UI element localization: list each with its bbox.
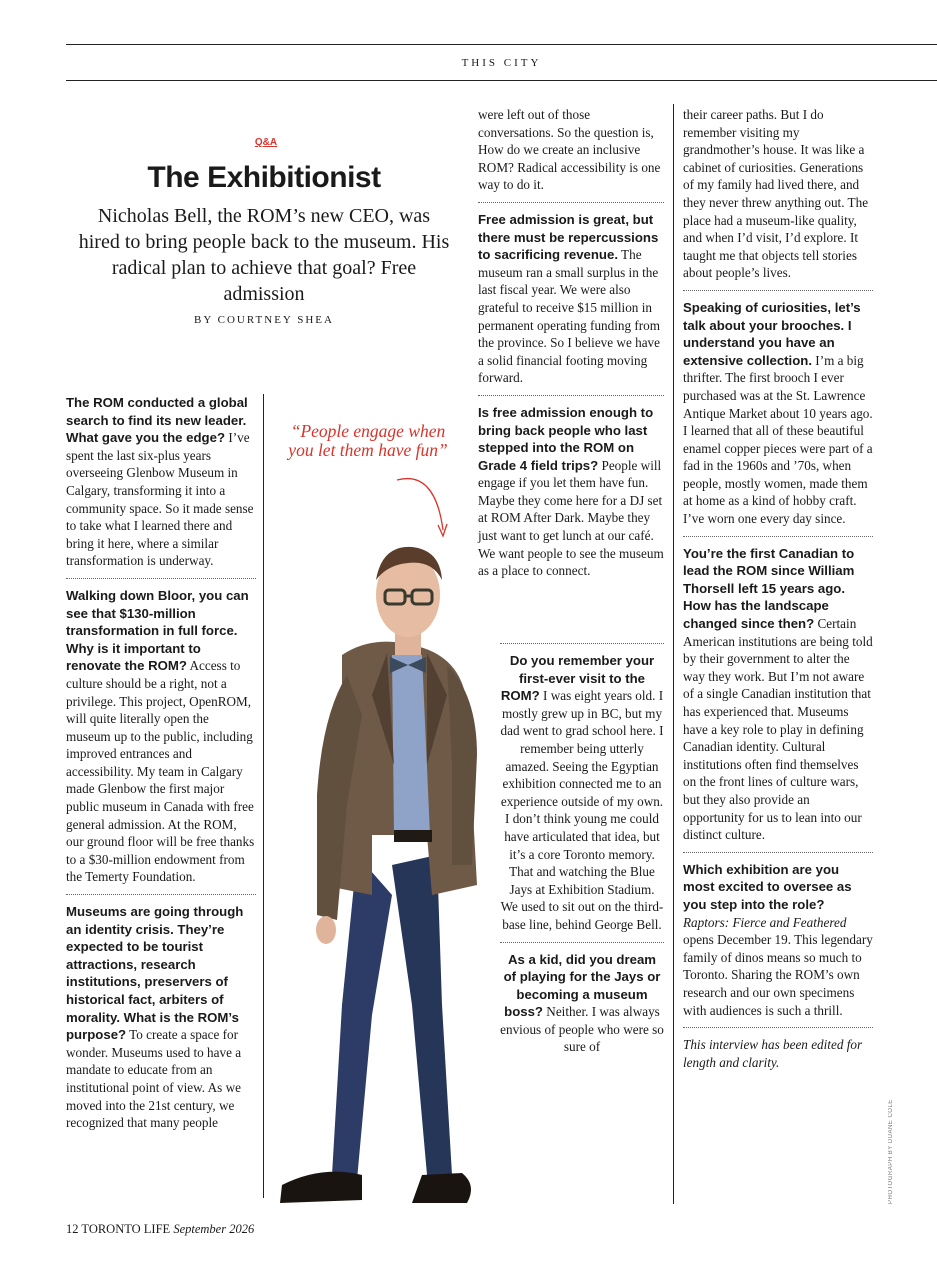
magazine-name: TORONTO LIFE: [81, 1222, 171, 1236]
byline: BY COURTNEY SHEA: [194, 314, 334, 326]
qa-block: [478, 211, 664, 387]
qa-block: [683, 106, 873, 282]
qa-block: [478, 404, 664, 580]
qa-block: [683, 545, 873, 844]
answer: I’m a big thrifter. The first brooch I ever purchased was at the St. Lawrence Antique Market about 10 years ago. I learned that all of these beautiful enamel copper pieces were part of a fad in the 1960s and ’70s, when people, mostly women, made them at home as a kind of hobby craft. I’ve worn one every day since.: [683, 352, 873, 527]
answer: I was eight years old. I mostly grew up in BC, but my dad went to grad school here. I remember being utterly amazed. Seeing the Egyptian exhibition connected me to an experience outside of my own. I don’t think young me could have articulated that idea, but it’s a core Toronto memory. That and watching the Blue Jays at Exhibition Stadium. We used to sit out on the third-base line, behind George Bell.: [500, 688, 664, 932]
section-label: THIS CITY: [461, 57, 542, 69]
question: Free admission is great, but there must be repercussions to sacrificing revenue.: [478, 211, 659, 263]
qa-block: [66, 903, 256, 1132]
answer: Access to culture should be a right, not a privilege. This project, OpenROM, will quite literally open the museum up to the public, including improved entrances and accessibility. My team in Calgary made Glenbow the first major public museum in Canada with free general admission. At the ROM, our ground floor will be free thanks to a $30-million endowment from the Temerty Foundation.: [66, 658, 255, 885]
editor-note: This interview has been edited for length and clarity.: [683, 1037, 863, 1070]
dotted-divider: [683, 536, 873, 537]
folio: [66, 1222, 254, 1237]
question: Do you remember your first-ever visit to the ROM?: [500, 653, 655, 704]
dotted-divider: [66, 894, 256, 895]
qa-block: [66, 587, 256, 886]
column-2-top: [478, 106, 664, 580]
question: Museums are going through an identity crisis. They’re expected to be tourist attractions, research institutions, preservers of historical fact, arbiters of morality. What is the ROM’s purpose?: [66, 904, 244, 1043]
answer: opens December 19. This legendary family of dinos means so much to Toronto. Sharing the ROM’s own research and our own specimens with audiences is such a thrill.: [683, 932, 873, 1018]
question: You’re the first Canadian to lead the ROM since William Thorsell left 15 years ago. How has the landscape changed since then?: [683, 545, 855, 632]
dotted-divider: [683, 852, 873, 853]
answer: Certain American institutions are being told by their government to alter the way they work. But I’m not aware of a single Canadian institution that has experienced that. Museums have a key role to play in defining Canadian identity. Cultural institutions often find themselves on the front lines of culture wars, but they also provide an opportunity for us to lean into our distinct culture.: [683, 616, 873, 843]
question: As a kid, did you dream of playing for the Jays or becoming a museum boss?: [503, 951, 661, 1020]
portrait-photo: [262, 535, 497, 1225]
exhibition-title: Raptors: Fierce and Feathered: [683, 914, 847, 930]
question: Which exhibition are you most excited to oversee as you step into the role?: [683, 861, 852, 912]
column-1: [66, 394, 256, 1132]
pull-quote-arrow: [395, 470, 455, 545]
dotted-divider: [500, 643, 664, 644]
answer: People will engage if you let them have fun. Maybe they come here for a DJ set at ROM After Dark. Maybe they just want to get lunch at our café. We want people to see the museum as a place to connect.: [478, 457, 664, 579]
dotted-divider: [683, 1027, 873, 1028]
page-number: 12: [66, 1222, 79, 1236]
dotted-divider: [66, 578, 256, 579]
column-divider: [673, 104, 674, 1204]
column-3: [683, 106, 873, 1071]
column-2-bottom: [500, 643, 664, 1056]
qa-block: [683, 299, 873, 528]
pull-quote: “People engage when you let them have fun”: [288, 421, 448, 460]
dotted-divider: [683, 290, 873, 291]
issue-date: September 2026: [173, 1222, 255, 1236]
question: The ROM conducted a global search to find its new leader. What gave you the edge?: [66, 395, 248, 446]
qa-block: [500, 951, 664, 1057]
article-dek: Nicholas Bell, the ROM’s new CEO, was hired to bring people back to the museum. His radical plan to achieve that goal? Free admission: [78, 205, 450, 305]
dotted-divider: [478, 395, 664, 396]
header-rule: [66, 80, 937, 81]
question: Is free admission enough to bring back people who last stepped into the ROM on Grade 4 field trips?: [478, 404, 654, 473]
article-title: The Exhibitionist: [147, 161, 381, 194]
answer: I’ve spent the last six-plus years overseeing Glenbow Museum in Calgary, transforming it into a community space. So it made sense to take what I learned there and bring it here, where a similar transformation is underway.: [66, 430, 254, 569]
answer: The museum ran a small surplus in the last fiscal year. We were also grateful to receive $15 million in permanent operating funding from the province. So I believe we have a solid financial footing moving forward.: [478, 247, 661, 386]
photo-credit: PHOTOGRAPH BY DUANE COLE: [888, 1099, 894, 1204]
question: Walking down Bloor, you can see that $130-million transformation in full force. Why is it important to renovate the ROM?: [66, 587, 249, 674]
answer: Neither. I was always envious of people who were so sure of: [500, 1004, 664, 1055]
question: Speaking of curiosities, let’s talk about your brooches. I understand you have an extensive collection.: [683, 299, 861, 368]
kicker: Q&A: [254, 137, 278, 148]
answer: were left out of those conversations. So the question is, How do we create an inclusive ROM? Radical accessibility is one way to do it.: [478, 107, 661, 193]
dotted-divider: [500, 942, 664, 943]
qa-block: [500, 652, 664, 934]
qa-block: [478, 106, 664, 194]
answer: their career paths. But I do remember visiting my grandmother’s house. It was like a cabinet of curiosities. Generations of my family had lived there, and they never threw anything out. The place had a museum-like quality, and when I’d visit, I’d explore. It taught me that objects tell stories about people’s lives.: [683, 107, 869, 281]
top-rule: [66, 44, 937, 45]
qa-block: [683, 861, 873, 1019]
answer: To create a space for wonder. Museums used to have a mandate to educate from an institutional point of view. As we moved into the 21st century, we recognized that many people: [66, 1027, 242, 1131]
qa-block: [66, 394, 256, 570]
dotted-divider: [478, 202, 664, 203]
